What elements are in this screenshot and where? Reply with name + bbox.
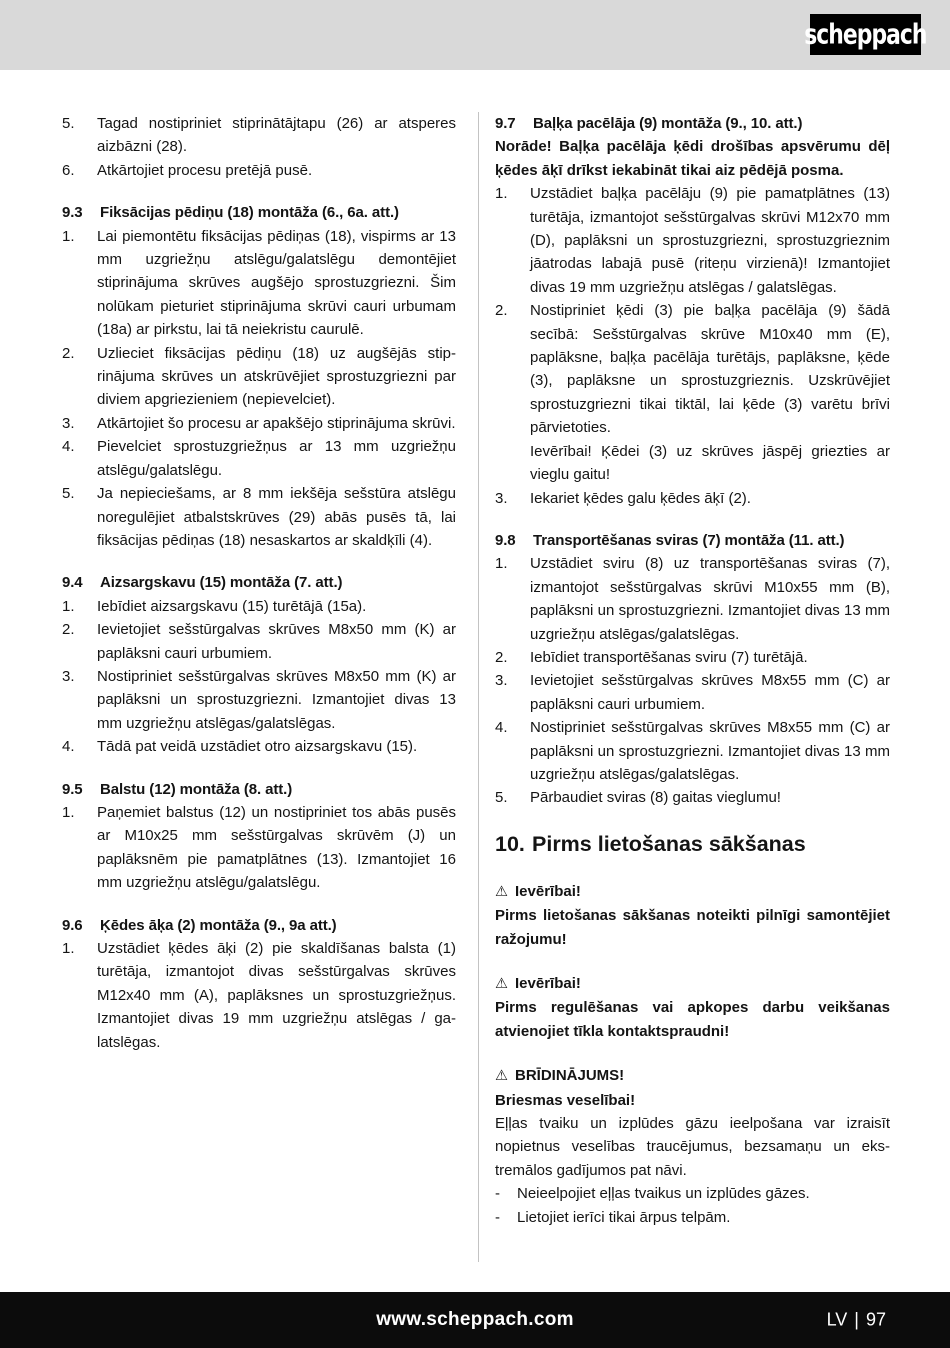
list-item-body (97, 482, 456, 552)
page-footer (0, 1292, 950, 1348)
list-item-number: 3. (495, 489, 508, 507)
scheppach-logo (804, 14, 927, 55)
list-item-body (97, 159, 456, 182)
list-item (495, 299, 890, 486)
list-item (495, 182, 890, 299)
heading-number: 9.5 (62, 780, 83, 798)
list-item-body (97, 342, 456, 412)
list-item-number: 1. (62, 227, 75, 245)
list-item-text: Uzstādiet baļķa pacēlāju (9) pie pamatplātnes (13) turētāja, izmantojot sešstūrgalvas skrūvi M12x70 mm (D), paplāksni un sprostuzgriezni, sprostuzgrieznim jāatrodas labajā pusē (riteņu virzienā)! Izmantojiet divas 19 mm uzgriežņu atslēgas / galatslēgas. (530, 185, 890, 296)
list-item (62, 937, 456, 1054)
list-item-number: 1. (495, 555, 508, 573)
heading-number: 9.7 (495, 115, 516, 132)
list-item-number: 2. (62, 344, 75, 362)
list-item-body (530, 299, 890, 486)
warning-bold-text: Pirms regulēšanas vai apkopes darbu veikšanas atvienojiet tīkla kontaktspraudni! (495, 999, 890, 1040)
warning-block (495, 1064, 890, 1229)
list-item-number: 3. (62, 414, 75, 432)
list-item-text: Pārbaudiet sviras (8) gaitas vieglumu! (530, 789, 781, 807)
section-heading (495, 112, 890, 135)
list-item (495, 487, 890, 510)
column-right (495, 112, 890, 1229)
heading-text: Aizsargskavu (15) montāža (7. att.) (100, 574, 343, 592)
list-item-number: 2. (62, 621, 75, 639)
warning-block (495, 972, 890, 1043)
list-item-body (97, 618, 456, 665)
section-heading (62, 914, 456, 937)
list-item-body (97, 735, 456, 758)
column-left (62, 112, 456, 1054)
list-item (495, 716, 890, 786)
footer-separator: | (854, 1309, 859, 1330)
section-heading (495, 529, 890, 552)
footer-website: www.scheppach.com (376, 1309, 574, 1330)
list-item-number: 1. (495, 185, 508, 203)
list-item (495, 786, 890, 809)
warning-title-row (495, 880, 890, 904)
list-item (495, 646, 890, 669)
heading-text: Fiksācijas pēdiņu (18) montāža (6., 6a. att.) (100, 204, 399, 222)
list-item-body (97, 665, 456, 735)
list-item-text: Nostipriniet sešstūrgalvas skrūves M8x50 mm (K) ar paplāksni un sprostuzgriezni. Izmantojiet divas 13 mm uzgriežņu atslēgas/galatslēgas. (97, 667, 456, 732)
dash-item-text: Neieelpojiet eļļas tvaikus un izplūdes gāzes. (517, 1185, 810, 1203)
list-item-number: 4. (62, 738, 75, 756)
list-item (62, 342, 456, 412)
list-item-number: 5. (62, 115, 75, 132)
list-item (62, 435, 456, 482)
list-item-number: 1. (62, 597, 75, 615)
list-item-text: Iebīdiet transportēšanas sviru (7) turētājā. (530, 648, 808, 666)
list-item-text: Nostipriniet ķēdi (3) pie baļķa pacēlāja (9) šādā secībā: Sešstūrgalvas skrūve M10x40 mm (E), paplāksne, baļķa pacēlāja turētājs, paplāksne, ķēde (3), paplāksne un sprostuzgrieznis. Uzskrūvējiet sprostuzgriezni tikai tiktāl, lai ķēde (3) varētu brīvi pārvietoties. (530, 302, 890, 437)
heading-text: Transportēšanas sviras (7) montāža (11. att.) (533, 531, 845, 549)
heading-text: Pirms lietošanas sākšanas (532, 831, 806, 856)
list-item (62, 665, 456, 735)
warning-title-row (495, 972, 890, 996)
list-item-body (530, 552, 890, 646)
heading-number: 10. (495, 831, 525, 856)
heading-number: 9.8 (495, 531, 516, 549)
numbered-list (495, 182, 890, 510)
list-item-text: Uzstādiet ķēdes āķi (2) pie skaldīšanas balsta (1) turētāja, izmantojot divas sešstūrgalvas skrūves M12x40 mm (A), paplāksnes un sprostuzgriežņus. Izmantojiet divas 19 mm uzgriežņu atslēgas / galatslēgas. (97, 940, 456, 1051)
list-item (62, 618, 456, 665)
warning-triangle-icon: ⚠ (495, 1068, 508, 1085)
warning-text: Eļļas tvaiku un izplūdes gāzu ieelpošana var izraisīt nopietnus veselības traucējumus, bezsamaņu un ekstremālos gadījumos pat nāvi. (495, 1115, 890, 1179)
list-item (62, 735, 456, 758)
list-item (62, 225, 456, 342)
list-item-note: Ievērībai! Ķēdei (3) uz skrūves jāspēj griezties ar vieglu gaitu! (530, 442, 890, 484)
list-item-number: 4. (495, 719, 508, 737)
list-item-text: Iekariet ķēdes galu ķēdes āķī (2). (530, 489, 751, 507)
list-item-text: Tādā pat veidā uzstādiet otro aizsargskavu (15). (97, 738, 418, 756)
list-item (62, 801, 456, 895)
list-item-text: Uzlieciet fiksācijas pēdiņu (18) uz augšējās stiprinājuma skrūves un atskrūvējiet sprostuzgriezni par diviem apgriezieniem (nepievelciet). (97, 344, 456, 409)
footer-page-indicator (827, 1310, 886, 1331)
list-item-number: 3. (62, 667, 75, 685)
scheppach-logo-text: scheppach (804, 19, 927, 50)
list-item-number: 5. (495, 789, 508, 807)
warning-triangle-icon: ⚠ (495, 976, 508, 992)
dash-list-item (495, 1182, 890, 1205)
list-item (62, 412, 456, 435)
warning-block (495, 880, 890, 951)
numbered-list (62, 112, 456, 182)
list-item-text: Iebīdiet aizsargskavu (15) turētājā (15a). (97, 597, 367, 615)
bold-note: Norāde! Baļķa pacēlāja ķēdi drošības apsvērumu dēļ ķēdes āķī drīkst iekabināt tikai aiz pēdējā posma. (495, 138, 890, 179)
section-heading (62, 778, 456, 801)
warning-title-row (495, 1064, 890, 1088)
list-item-body (97, 225, 456, 342)
list-item-text: Pievelciet sprostuzgriežņus ar 13 mm uzgriežņu atslēgu/galatslēgu. (97, 438, 456, 479)
list-item-body (97, 112, 456, 159)
list-item-body (530, 669, 890, 716)
warning-subtitle: Briesmas veselībai! (495, 1091, 636, 1109)
chapter-heading (495, 830, 890, 859)
list-item-body (97, 435, 456, 482)
numbered-list (62, 595, 456, 759)
list-item-number: 3. (495, 672, 508, 690)
heading-number: 9.6 (62, 916, 83, 934)
heading-text: Ķēdes āķa (2) montāža (9., 9a att.) (100, 916, 337, 934)
numbered-list (62, 225, 456, 553)
column-divider (478, 112, 479, 1262)
page-header (0, 0, 950, 70)
heading-number: 9.3 (62, 204, 83, 222)
list-item (62, 595, 456, 618)
list-item-text: Ja nepieciešams, ar 8 mm iekšēja sešstūra atslēgu noregulējiet atbalstskrūves (29) abās pusēs tā, lai fiksācijas pēdiņas (18) nesaskartos ar skaldķīli (4). (97, 485, 456, 549)
heading-text: Baļķa pacēlāja (9) montāža (9., 10. att.) (533, 115, 803, 132)
list-item-text: Uzstādiet sviru (8) uz transportēšanas sviras (7), izmantojot sešstūrgalvas skrūvi M10x55 mm (B), paplāksni un sprostuzgriezni. Izmantojiet divas 13 mm uzgriežņu atslēgas/galatslēgas. (530, 555, 890, 643)
list-item-body (530, 716, 890, 786)
list-item-number: 2. (495, 648, 508, 666)
dash-list-item (495, 1206, 890, 1229)
numbered-list (62, 801, 456, 895)
warning-triangle-icon: ⚠ (495, 883, 508, 900)
footer-language: LV (826, 1309, 848, 1330)
list-item-text: Lai piemontētu fiksācijas pēdiņas (18), vispirms ar 13 mm uzgriežņu atslēgu/galatslēgu demontējiet stiprinājuma skrūves augšējo sprostuzgriezni. Šim nolūkam pieturiet stiprinājuma skrūvi cauri urbumam (18a) ar pirkstu, lai tā neiekristu caurulē. (97, 227, 456, 339)
warning-title: Ievērībai! (515, 882, 581, 900)
page-content (0, 70, 950, 1262)
dash-bullet: - (495, 1185, 500, 1203)
numbered-list (495, 552, 890, 809)
list-item-number: 5. (62, 485, 75, 503)
list-item-body (97, 595, 456, 618)
list-item-body (530, 786, 890, 809)
list-item-body (530, 646, 890, 669)
section-heading (62, 571, 456, 594)
list-item-number: 6. (62, 161, 75, 179)
list-item (495, 669, 890, 716)
dash-bullet: - (495, 1208, 500, 1226)
list-item-text: Paņemiet balstus (12) un nostipriniet tos abās pusēs ar M10x25 mm sešstūrgalvas skrūvēm (J) un paplāksnēm pie pamatplātnes (13). Izmantojiet 16 mm uzgriežņu atslēgu/galatslēgu. (97, 803, 456, 892)
list-item-text: Tagad nostipriniet stiprinātājtapu (26) ar atsperes aizbāzni (28). (97, 115, 456, 156)
footer-page-number: 97 (865, 1309, 886, 1330)
list-item-text: Ievietojiet sešstūrgalvas skrūves M8x55 mm (C) ar paplāksni cauri urbumiem. (530, 672, 890, 713)
list-item-number: 1. (62, 940, 75, 957)
numbered-list (62, 937, 456, 1054)
warning-bold-text: Pirms lietošanas sākšanas noteikti pilnīgi samontējiet ražojumu! (495, 907, 890, 948)
section-heading (62, 201, 456, 224)
list-item-text: Ievietojiet sešstūrgalvas skrūves M8x50 mm (K) ar paplāksni cauri urbumiem. (97, 621, 456, 662)
list-item-number: 4. (62, 438, 75, 456)
list-item (62, 112, 456, 159)
warning-title: Ievērībai! (515, 975, 581, 992)
heading-number: 9.4 (62, 574, 83, 592)
list-item-number: 2. (495, 302, 508, 320)
dash-item-text: Lietojiet ierīci tikai ārpus telpām. (517, 1208, 731, 1226)
list-item (495, 552, 890, 646)
list-item-number: 1. (62, 803, 75, 821)
list-item-text: Atkārtojiet procesu pretējā pusē. (97, 161, 313, 179)
list-item (62, 159, 456, 182)
list-item-text: Atkārtojiet šo procesu ar apakšējo stiprinājuma skrūvi. (97, 414, 456, 432)
list-item-body (97, 937, 456, 1054)
list-item-body (530, 182, 890, 299)
list-item-text: Nostipriniet sešstūrgalvas skrūves M8x55 mm (C) ar paplāksni un sprostuzgriezni. Izmantojiet divas 13 mm uzgriežņu atslēgas/galatslēgas. (530, 719, 890, 783)
heading-text: Balstu (12) montāža (8. att.) (100, 780, 293, 798)
list-item-body (97, 412, 456, 435)
warning-title: BRĪDINĀJUMS! (515, 1067, 625, 1085)
list-item-body (530, 487, 890, 510)
list-item-body (97, 801, 456, 895)
list-item (62, 482, 456, 552)
